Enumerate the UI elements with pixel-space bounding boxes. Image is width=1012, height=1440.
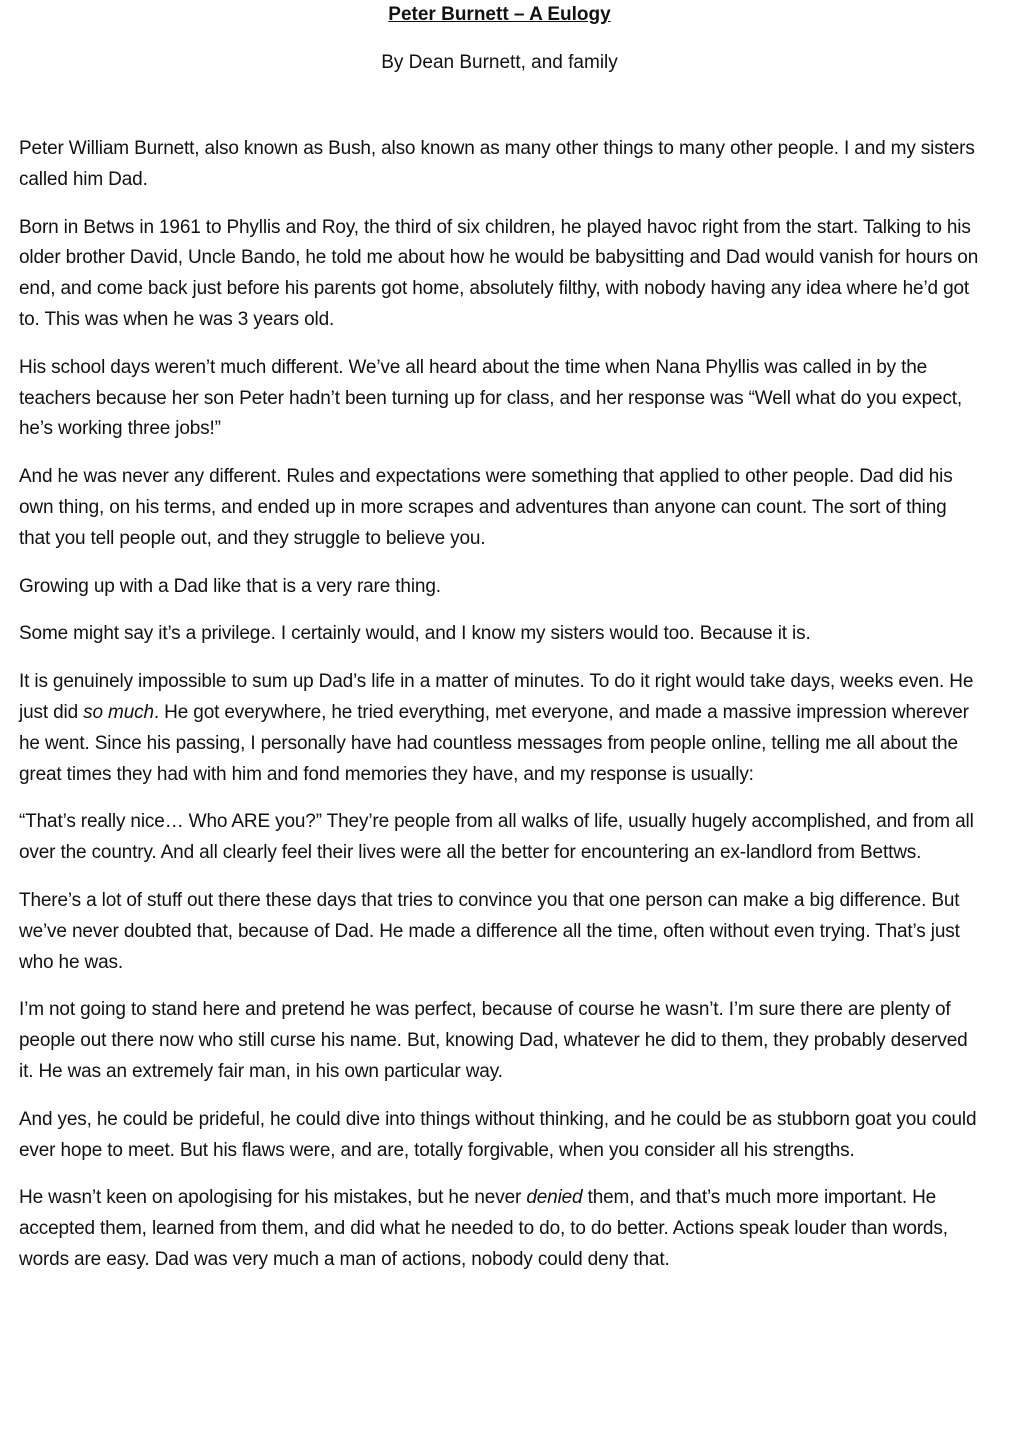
paragraph-3: His school days weren’t much different. We’ve all heard about the time when Nana Phyllis was called in by the teachers because her son Peter hadn’t been turning up for class, and her response was “Well what do you expect, he’s working three jobs!”: [19, 356, 963, 440]
paragraph-5: Growing up with a Dad like that is a very rare thing.: [19, 575, 441, 597]
paragraph-12-emphasis: denied: [526, 1187, 583, 1209]
paragraph-2: Born in Betws in 1961 to Phyllis and Roy, the third of six children, he played havoc right from the start. Talking to his older brother David, Uncle Bando, he told me about how he would be babysitting and Dad would vanish for hours on end, and come back just before his parents got home, absolutely filthy, with nobody having any idea where he’d got to. This was when he was 3 years old.: [19, 216, 979, 330]
document-byline: By Dean Burnett, and family: [381, 52, 618, 73]
paragraph-4: And he was never any different. Rules and expectations were something that applied to other people. Dad did his own thing, on his terms, and ended up in more scrapes and adventures than anyone can count. The sort of thing that you tell people out, and they struggle to believe you.: [19, 466, 953, 549]
paragraph-1: Peter William Burnett, also known as Bush, also known as many other things to many other people. I and my sisters called him Dad.: [19, 138, 975, 190]
paragraph-9: There’s a lot of stuff out there these days that tries to convince you that one person can make a big difference. But we’ve never doubted that, because of Dad. He made a difference all the time, often without even trying. That’s just who he was.: [19, 889, 960, 973]
paragraph-7-emphasis: so much: [83, 701, 154, 723]
document-title: Peter Burnett – A Eulogy: [388, 4, 611, 25]
paragraph-6: Some might say it’s a privilege. I certainly would, and I know my sisters would too. Because it is.: [19, 623, 811, 645]
paragraph-7: [19, 667, 980, 790]
document-page: [0, 3, 1012, 1440]
paragraph-7-text-after: . He got everywhere, he tried everything, met everyone, and made a massive impression wherever he went. Since his passing, I personally have had countless messages from people online, telling me all about the great times they had with him and fond memories they have, and my response is usually:: [19, 701, 969, 785]
paragraph-8: “That’s really nice… Who ARE you?” They’re people from all walks of life, usually hugely accomplished, and from all over the country. And all clearly feel their lives were all the better for encountering an ex-landlord from Bettws.: [19, 811, 974, 864]
paragraph-12: [19, 1183, 980, 1275]
document-body: [19, 134, 980, 1276]
paragraph-7-text-before: It is genuinely impossible to sum up Dad’s life in a matter of minutes. To do it right would take days, weeks even. He just did: [19, 671, 974, 723]
paragraph-10: I’m not going to stand here and pretend he was perfect, because of course he wasn’t. I’m sure there are plenty of people out there now who still curse his name. But, knowing Dad, whatever he did to them, they probably deserved it. He was an extremely fair man, in his own particular way.: [19, 999, 968, 1082]
paragraph-11: And yes, he could be prideful, he could dive into things without thinking, and he could be as stubborn goat you could ever hope to meet. But his flaws were, and are, totally forgivable, when you consider all his strengths.: [19, 1108, 977, 1161]
paragraph-12-text-after: them, and that’s much more important. He accepted them, learned from them, and did what he needed to do, to do better. Actions speak louder than words, words are easy. Dad was very much a man of actions, nobody could deny that.: [19, 1187, 948, 1270]
paragraph-12-text-before: He wasn’t keen on apologising for his mistakes, but he never: [19, 1187, 527, 1209]
